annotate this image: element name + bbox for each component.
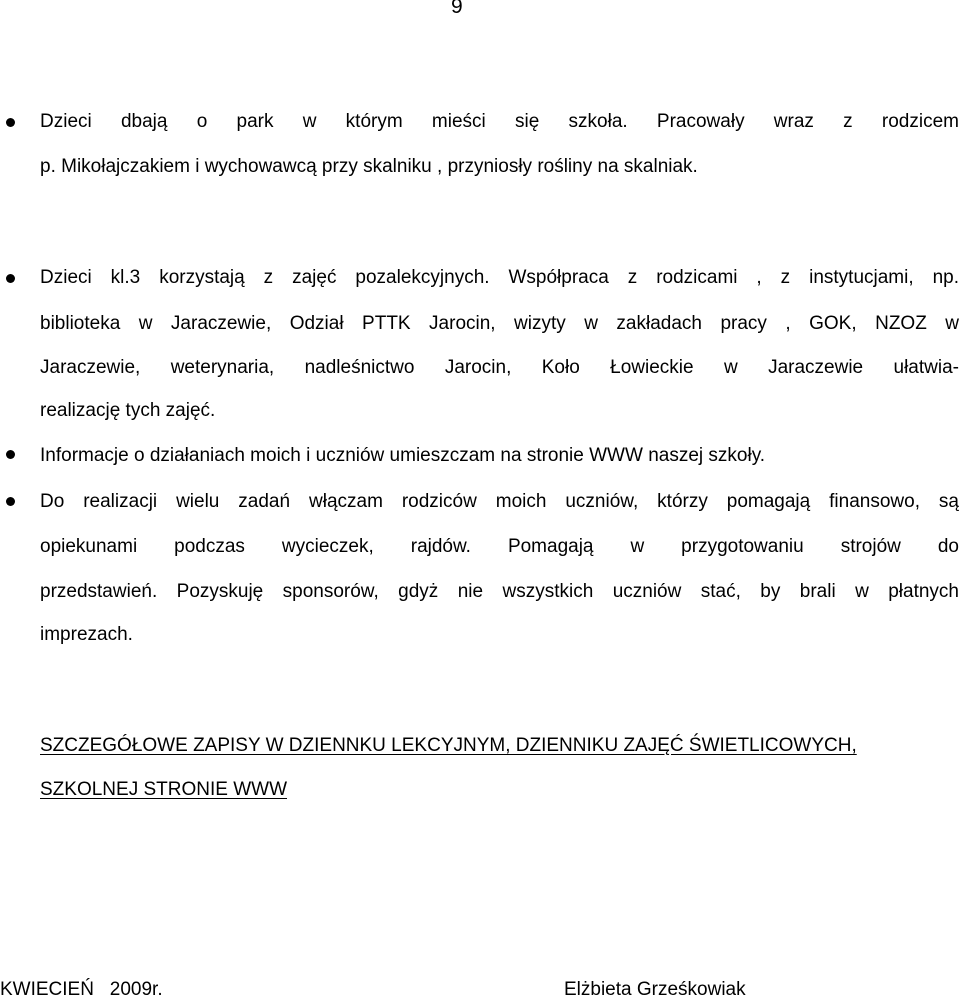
bullet-icon	[6, 450, 15, 459]
paragraph-line: Informacje o działaniach moich i uczniów umieszczam na stronie WWW naszej szkoły.	[40, 445, 766, 466]
section-heading-line2: SZKOLNEJ STRONIE WWW	[40, 779, 287, 800]
footer-author: Elżbieta Grześkowiak	[564, 979, 746, 1000]
paragraph-line: Dzieci dbają o park w którym mieści się szkoła. Pracowały wraz z rodzicem	[40, 111, 959, 132]
footer-date: KWIECIEŃ 2009r.	[0, 979, 163, 1000]
bullet-icon	[6, 274, 15, 283]
paragraph-line: biblioteka w Jaraczewie, Odział PTTK Jarocin, wizyty w zakładach pracy , GOK, NZOZ w	[40, 313, 959, 334]
paragraph-line: Do realizacji wielu zadań włączam rodziców moich uczniów, którzy pomagają finansowo, są	[40, 491, 959, 512]
paragraph-line: imprezach.	[40, 624, 133, 645]
paragraph-line: Dzieci kl.3 korzystają z zajęć pozalekcyjnych. Współpraca z rodzicami , z instytucjami, np.	[40, 267, 959, 288]
paragraph-line: Jaraczewie, weterynaria, nadleśnictwo Jarocin, Koło Łowieckie w Jaraczewie ułatwia-	[40, 357, 959, 378]
bullet-icon	[6, 497, 15, 506]
paragraph-line: p. Mikołajczakiem i wychowawcą przy skalniku , przyniosły rośliny na skalniak.	[40, 156, 698, 177]
bullet-icon	[6, 118, 15, 127]
paragraph-line: opiekunami podczas wycieczek, rajdów. Pomagają w przygotowaniu strojów do	[40, 536, 959, 557]
paragraph-line: realizację tych zajęć.	[40, 400, 216, 421]
paragraph-line: przedstawień. Pozyskuję sponsorów, gdyż nie wszystkich uczniów stać, by brali w płatnych	[40, 581, 959, 602]
section-heading-line1: SZCZEGÓŁOWE ZAPISY W DZIENNKU LEKCYJNYM, DZIENNIKU ZAJĘĆ ŚWIETLICOWYCH,	[40, 735, 857, 756]
page-number: 9	[451, 0, 463, 18]
